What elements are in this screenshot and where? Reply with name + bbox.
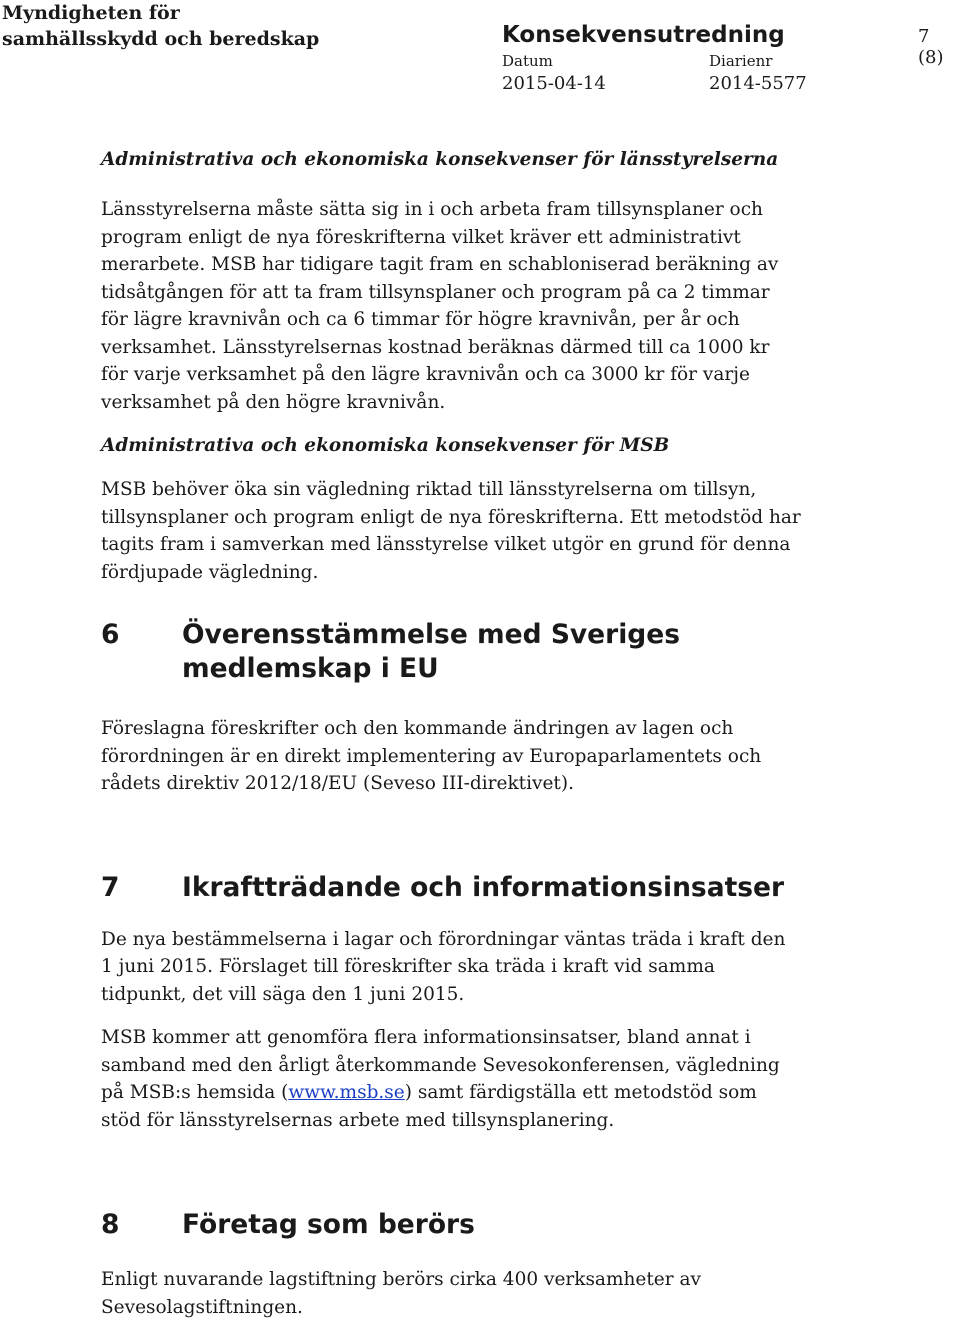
section-6-title: Överensstämmelse med Sveriges medlemskap i EU xyxy=(182,619,681,684)
subheading-lansstyrelserna: Administrativa och ekonomiska konsekvenser för länsstyrelserna xyxy=(101,149,779,170)
section-7b-text-after: ) samt färdigställa ett metodstöd som stöd för länsstyrelsernas arbete med tillsynsplanering. xyxy=(101,1082,757,1131)
page-number: 7 (8) xyxy=(918,26,944,68)
section-7-heading xyxy=(101,871,801,905)
section-7b-text-before: MSB kommer att genomföra flera informationsinsatser, bland annat i samband med den årligt återkommande Sevesokonferensen, vägledning på MSB:s hemsida ( xyxy=(101,1027,780,1103)
section-8-number: 8 xyxy=(101,1209,120,1240)
date-value: 2015-04-14 xyxy=(502,73,606,94)
diary-value: 2014-5577 xyxy=(709,73,807,94)
section-8-heading xyxy=(101,1208,801,1242)
paragraph-msb: MSB behöver öka sin vägledning riktad till länsstyrelserna om tillsyn, tillsynsplaner och program enligt de nya föreskrifterna. Ett metodstöd har tagits fram i samverkan med länsstyrelse vilket utgör en grund för denna fördjupade vägledning. xyxy=(101,479,801,583)
organization-name xyxy=(2,0,319,52)
document-title: Konsekvensutredning xyxy=(502,22,785,48)
section-6-heading xyxy=(101,618,801,686)
msb-website-link[interactable]: www.msb.se xyxy=(288,1082,405,1103)
diary-label: Diarienr xyxy=(709,52,773,70)
section-8-title: Företag som berörs xyxy=(182,1209,475,1240)
section-7-title: Ikraftträdande och informationsinsatser xyxy=(182,871,785,903)
paragraph-section-6: Föreslagna föreskrifter och den kommande ändringen av lagen och förordningen är en direkt implementering av Europaparlamentets och rådets direktiv 2012/18/EU (Seveso III-direktivet). xyxy=(101,718,762,794)
subheading-msb: Administrativa och ekonomiska konsekvenser för MSB xyxy=(101,435,670,456)
paragraph-lansstyrelserna: Länsstyrelserna måste sätta sig in i och arbeta fram tillsynsplaner och program enligt de nya föreskrifterna vilket kräver ett administrativt merarbete. MSB har tidigare tagit fram en schabloniserad beräkning av tidsåtgången för att ta fram tillsynsplaner och program på ca 2 timmar för lägre kravnivån och ca 6 timmar för högre kravnivån, per år och verksamhet. Länsstyrelsernas kostnad beräknas därmed till ca 1000 kr för varje verksamhet på den lägre kravnivån och ca 3000 kr för varje verksamhet på den högre kravnivån. xyxy=(101,199,779,413)
org-line-1: Myndigheten för xyxy=(2,2,180,24)
paragraph-section-7b xyxy=(101,1024,801,1134)
date-label: Datum xyxy=(502,52,553,70)
paragraph-section-8: Enligt nuvarande lagstiftning berörs cirka 400 verksamheter av Sevesolagstiftningen. xyxy=(101,1269,701,1318)
section-7-number: 7 xyxy=(101,871,120,903)
section-6-number: 6 xyxy=(101,619,120,650)
org-line-2: samhällsskydd och beredskap xyxy=(2,28,320,50)
document-body xyxy=(101,146,801,1321)
paragraph-section-7a: De nya bestämmelserna i lagar och förordningar väntas träda i kraft den 1 juni 2015. Förslaget till föreskrifter ska träda i kraft vid samma tidpunkt, det vill säga den 1 juni 2015. xyxy=(101,928,786,1005)
